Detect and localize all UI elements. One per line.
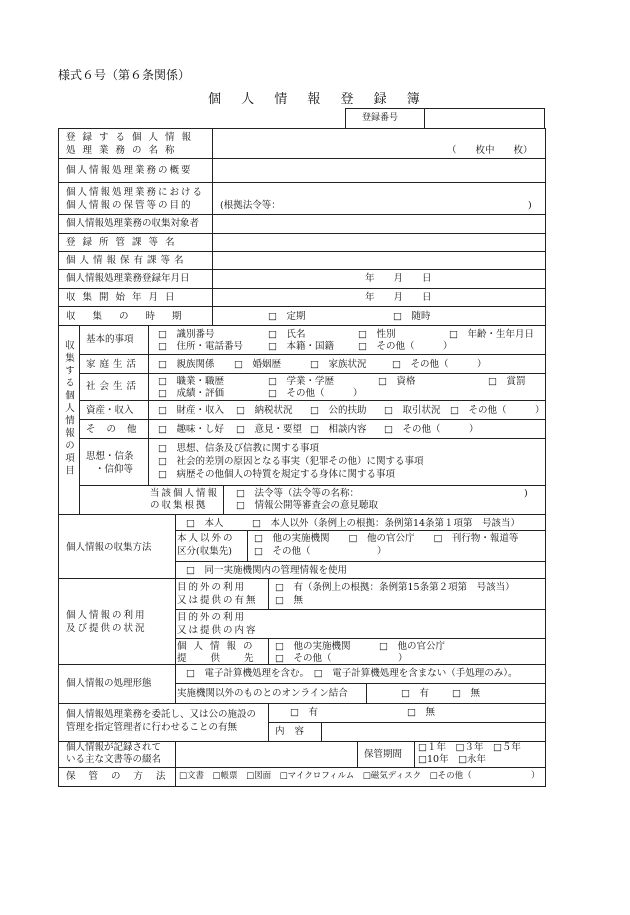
opt-hobbies[interactable]: □ 趣味・し好 xyxy=(158,424,224,435)
form-number: 様式６号（第６条関係） xyxy=(58,68,191,82)
opt-public-assistance[interactable]: □ 公的扶助 xyxy=(310,405,367,416)
row-business-name-label-a: 登録する個人情報 xyxy=(66,132,199,143)
row-overview-label: 個人情報処理業務の概要 xyxy=(66,165,193,176)
belief-label-b: ・信仰等 xyxy=(95,464,134,475)
docs-label-a: 個人情報が記録されて xyxy=(66,742,162,753)
opt-rewards[interactable]: □ 賞罰 xyxy=(488,376,526,387)
collect-sub-label-a: 本人以外の xyxy=(177,533,235,544)
opt-relatives[interactable]: □ 親族関係 xyxy=(158,359,215,370)
opt-review-board[interactable]: □ 情報公開等審査会の意見聴取 xyxy=(236,500,378,511)
entrust-yes[interactable]: □ 有 xyxy=(290,707,318,718)
processing-options[interactable]: □ 電子計算機処理を含む。 □ 電子計算機処理を含まない（手処理のみ）。 xyxy=(186,668,518,679)
use-label-b: 及び提供の状況 xyxy=(66,623,147,634)
use-outside-no[interactable]: □ 無 xyxy=(275,595,303,606)
applicable-label-b: の収集根拠 xyxy=(150,500,208,511)
row-purpose-label-a: 個人情報処理業務における xyxy=(66,187,205,198)
entrust-content-label: 内容 xyxy=(275,726,315,737)
entrust-label-b: 管理を指定管理者に行わせることの有無 xyxy=(66,722,238,733)
entrust-label-a: 個人情報処理業務を委託し、又は公の施設の xyxy=(66,709,257,720)
opt-evaluation[interactable]: □ 成績・評価 xyxy=(158,388,224,399)
entrust-no[interactable]: □ 無 xyxy=(407,707,435,718)
opt-property[interactable]: □ 財産・収入 xyxy=(158,405,224,416)
opt-transactions[interactable]: □ 取引状況 xyxy=(384,405,441,416)
opt-laws[interactable]: □ 法令等（法令等の名称： xyxy=(236,488,359,499)
use-label-a: 個人情報の利用 xyxy=(66,610,147,621)
opt-medical[interactable]: □ 病歴その他個人の特質を規定する身体に関する事項 xyxy=(158,469,395,480)
row-purpose-label-b: 個人情報の保管等の目的 xyxy=(66,200,193,211)
opt-discrimination[interactable]: □ 社会的差別の原因となる事実（犯罪その他）に関する事項 xyxy=(158,456,424,467)
registration-date-value: 年 月 日 xyxy=(365,273,432,284)
opt-thought[interactable]: □ 思想、信条及び信教に関する事項 xyxy=(158,443,319,454)
opt-id-number[interactable]: □ 識別番号 xyxy=(158,329,215,340)
provide-to-label-b: 提供先 xyxy=(177,653,278,664)
opt-other-other[interactable]: □ その他（ ） xyxy=(384,424,479,435)
opt-marriage[interactable]: □ 婚姻歴 xyxy=(234,359,281,370)
use-outside-yes[interactable]: □ 有（条例上の根拠：条例第15条第２項第 号該当） xyxy=(275,582,515,593)
retention-options-b[interactable]: □10年 □永年 xyxy=(418,754,487,765)
collect-self-options[interactable]: □ 本人 □ 本人以外（条例上の根拠：条例第14条第１項第 号該当） xyxy=(186,518,521,529)
collect-sub-label-b: 区分(収集先) xyxy=(177,546,232,557)
opt-education[interactable]: □ 学業・学歴 xyxy=(268,376,334,387)
provide-to-options[interactable]: □ 他の実施機関 □ 他の官公庁 xyxy=(275,641,445,652)
online-no[interactable]: □ 無 xyxy=(452,688,480,699)
opt-family-other[interactable]: □ その他（ ） xyxy=(392,359,487,370)
opt-tax[interactable]: □ 納税状況 xyxy=(236,405,293,416)
storage-label: 保管の方法 xyxy=(66,771,179,782)
provide-to-label-a: 個人情報の xyxy=(177,641,260,652)
row-target-label: 個人情報処理業務の収集対象者 xyxy=(66,218,200,229)
collect-source-other[interactable]: □ その他（ ） xyxy=(254,546,387,557)
online-yes[interactable]: □ 有 xyxy=(401,688,429,699)
sheet-count-note: （ 枚中 枚） xyxy=(447,145,533,156)
use-content-label-b: 又は提供の内容 xyxy=(177,625,258,636)
opt-family-status[interactable]: □ 家族状況 xyxy=(310,359,367,370)
page-title: 個 人 情 報 登 録 簿 xyxy=(208,92,428,107)
timing-any-checkbox[interactable]: □ 随時 xyxy=(393,311,431,322)
storage-options[interactable]: □文書 □帳票 □図面 □マイクロフィルム □磁気ディスク □その他（ ） xyxy=(179,771,540,781)
opt-opinions[interactable]: □ 意見・要望 xyxy=(236,424,302,435)
row-business-name-label-b: 処理業務の名称 xyxy=(66,145,182,156)
opt-occupation[interactable]: □ 職業・職歴 xyxy=(158,376,224,387)
use-content-label-a: 目的外の利用 xyxy=(177,612,247,623)
items-side-label: 収集する個人情報の項目 xyxy=(63,340,74,478)
opt-social-other[interactable]: □ その他（ ） xyxy=(268,388,363,399)
collect-source-options[interactable]: □ 他の実施機関 □ 他の官公庁 □ 刊行物・報道等 xyxy=(254,533,519,544)
use-outside-label-a: 目的外の利用 xyxy=(177,582,247,593)
opt-name[interactable]: □ 氏名 xyxy=(268,329,306,340)
opt-consultation[interactable]: □ 相談内容 xyxy=(310,424,367,435)
collect-method-label: 個人情報の収集方法 xyxy=(66,542,152,553)
online-link-label: 実施機関以外のものとのオンライン結合 xyxy=(177,688,348,699)
legal-basis-note: (根拠法令等： xyxy=(220,200,281,211)
row-registration-dept-label: 登録所管課等名 xyxy=(66,237,182,248)
retention-label: 保管期間 xyxy=(364,749,403,760)
provide-to-other[interactable]: □ その他（ ） xyxy=(275,653,408,664)
use-outside-label-b: 又は提供の有無 xyxy=(177,595,258,606)
belief-label-a: 思想・信条 xyxy=(86,451,134,462)
timing-regular-checkbox[interactable]: □ 定期 xyxy=(268,311,306,322)
opt-age[interactable]: □ 年齢・生年月日 xyxy=(449,329,534,340)
registration-number-field[interactable] xyxy=(425,109,544,128)
applicable-label-a: 当該個人情報 xyxy=(150,488,220,499)
opt-basic-other[interactable]: □ その他（ ） xyxy=(358,341,453,352)
start-date-value: 年 月 日 xyxy=(365,292,432,303)
row-start-date-label: 収集開始年月日 xyxy=(66,292,182,303)
docs-label-b: いる主な文書等の綴名 xyxy=(66,754,162,765)
opt-domicile[interactable]: □ 本籍・国籍 xyxy=(268,341,334,352)
basic-label: 基本的事項 xyxy=(86,334,134,345)
opt-qualification[interactable]: □ 資格 xyxy=(378,376,416,387)
processing-label: 個人情報の処理形態 xyxy=(66,678,152,689)
opt-assets-other[interactable]: □ その他（ ） xyxy=(450,405,545,416)
retention-options-a[interactable]: □１年 □３年 □５年 xyxy=(418,742,521,753)
row-holding-dept-label: 個人情報保有課等名 xyxy=(66,255,188,266)
family-label: 家庭生活 xyxy=(86,359,141,370)
social-label: 社会生活 xyxy=(86,381,141,392)
row-timing-label: 収集の時期 xyxy=(66,311,199,322)
registration-number-label: 登録番号 xyxy=(362,113,399,123)
other-label: その他 xyxy=(86,424,148,435)
collect-internal-option[interactable]: □ 同一実施機関内の管理情報を使用 xyxy=(186,565,347,576)
opt-address[interactable]: □ 住所・電話番号 xyxy=(158,341,243,352)
row-registration-date-label: 個人情報処理業務登録年月日 xyxy=(66,273,190,284)
assets-label: 資産・収入 xyxy=(86,405,134,416)
opt-sex[interactable]: □ 性別 xyxy=(358,329,396,340)
